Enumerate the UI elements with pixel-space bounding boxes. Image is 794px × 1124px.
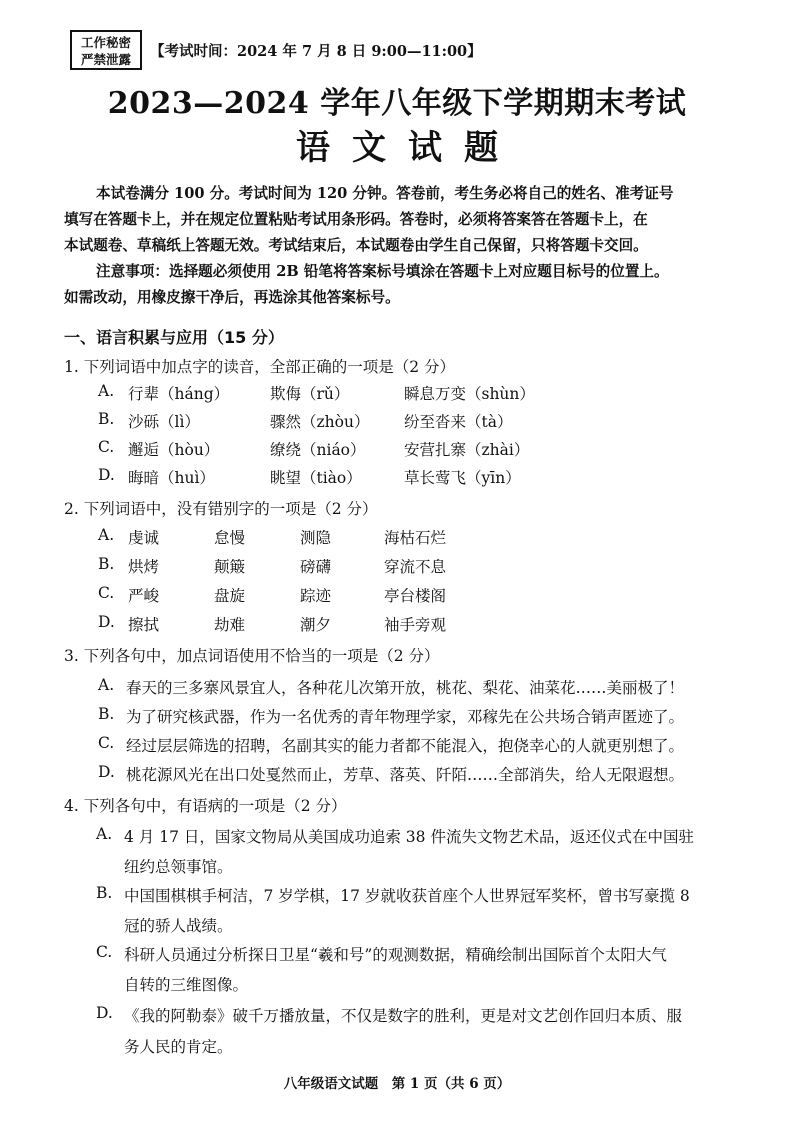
q4-option-d-line-1: 《我的阿勒泰》破千万播放量，不仅是数字的胜利，更是对文艺创作回归本质、服 xyxy=(124,1007,683,1025)
q1-option-d-label: D. xyxy=(98,466,115,484)
intro-line-3: 本试题卷、草稿纸上答题无效。考试结束后，本试题卷由学生自己保留，只将答题卡交回。 xyxy=(64,237,648,254)
seal-line-1: 工作秘密 xyxy=(80,35,131,50)
q4-option-d-line-2: 务人民的肯定。 xyxy=(124,1038,233,1056)
page-footer: 八年级语文试题 第 1 页（共 6 页） xyxy=(283,1076,511,1092)
q3-option-c-text: 经过层层筛选的招聘，名副其实的能力者都不能混入，抱侥幸心的人就更别想了。 xyxy=(126,737,685,755)
q3-option-c-label: C. xyxy=(98,734,115,752)
exam-title: 2023—2024 学年八年级下学期期末考试 xyxy=(107,86,687,121)
q1-option-c-item-1: 邂逅（hòu） xyxy=(128,441,220,459)
question-1-stem: 1. 下列词语中加点字的读音，全部正确的一项是（2 分） xyxy=(64,358,456,376)
q4-option-a-line-2: 纽约总领事馆。 xyxy=(124,858,233,876)
q1-option-a-item-1: 行辈（háng） xyxy=(128,385,230,403)
intro-line-2: 填写在答题卡上，并在规定位置粘贴考试用条形码。答卷时，必须将答案答在答题卡上，在 xyxy=(64,211,648,228)
q2-option-d-item-2: 劫难 xyxy=(214,616,246,634)
q2-option-b-item-1: 烘烤 xyxy=(128,558,160,576)
q2-option-a-label: A. xyxy=(98,526,115,544)
q2-option-d-item-3: 潮夕 xyxy=(300,616,332,634)
q2-option-b-label: B. xyxy=(98,555,115,573)
q3-option-b-label: B. xyxy=(98,705,115,723)
q2-option-d-item-4: 袖手旁观 xyxy=(384,616,447,634)
q4-option-b-line-2: 冠的骄人战绩。 xyxy=(124,917,233,935)
exam-time: 【考试时间：2024 年 7 月 8 日 9:00—11:00】 xyxy=(150,43,482,60)
q2-option-c-item-3: 踪迹 xyxy=(300,587,332,605)
seal-line-2: 严禁泄露 xyxy=(80,52,131,67)
q3-option-d-label: D. xyxy=(98,763,115,781)
q1-option-d-item-2: 眺望（tiào） xyxy=(270,469,362,487)
q4-option-a-label: A. xyxy=(96,825,113,843)
q2-option-c-label: C. xyxy=(98,584,115,602)
q4-option-c-label: C. xyxy=(96,943,113,961)
q1-option-a-item-3: 瞬息万变（shùn） xyxy=(404,385,535,403)
q3-option-d-text: 桃花源风光在出口处戛然而止，芳草、落英、阡陌……全部消失，给人无限遐想。 xyxy=(126,766,685,784)
q1-option-c-item-3: 安营扎寨（zhài） xyxy=(404,441,530,459)
q2-option-b-item-3: 磅礴 xyxy=(300,558,332,576)
section-title: 一、语言积累与应用（15 分） xyxy=(64,328,284,347)
q2-option-d-item-1: 擦拭 xyxy=(128,616,160,634)
q1-option-c-item-2: 缭绕（niáo） xyxy=(270,441,366,459)
question-4-stem: 4. 下列各句中，有语病的一项是（2 分） xyxy=(64,797,347,815)
q2-option-d-label: D. xyxy=(98,613,115,631)
q2-option-a-item-2: 怠慢 xyxy=(214,529,246,547)
q1-option-a-label: A. xyxy=(98,382,115,400)
q1-option-b-label: B. xyxy=(98,410,115,428)
q3-option-a-text: 春天的三多寨风景宜人，各种花儿次第开放，桃花、梨花、油菜花……美丽极了！ xyxy=(126,679,685,697)
q2-option-c-item-2: 盘旋 xyxy=(214,587,246,605)
question-3-stem: 3. 下列各句中，加点词语使用不恰当的一项是（2 分） xyxy=(64,647,440,665)
q4-option-a-line-1: 4 月 17 日，国家文物局从美国成功追索 38 件流失文物艺术品，返还仪式在中国驻 xyxy=(124,828,694,846)
q4-option-b-line-1: 中国围棋棋手柯洁，7 岁学棋，17 岁就收获首座个人世界冠军奖杯，曾书写豪揽 8 xyxy=(124,887,690,905)
q2-option-c-item-1: 严峻 xyxy=(128,587,160,605)
q2-option-a-item-4: 海枯石烂 xyxy=(384,529,447,547)
q4-option-c-line-2: 自转的三维图像。 xyxy=(124,976,249,994)
q1-option-d-item-1: 晦暗（huì） xyxy=(128,469,215,487)
q2-option-b-item-2: 颠簸 xyxy=(214,558,246,576)
q2-option-b-item-4: 穿流不息 xyxy=(384,558,447,576)
intro-line-4: 注意事项：选择题必须使用 2B 铅笔将答案标号填涂在答题卡上对应题目标号的位置上。 xyxy=(96,263,669,280)
confidential-seal xyxy=(70,30,142,70)
q1-option-b-item-3: 纷至沓来（tà） xyxy=(404,413,513,431)
q4-option-d-label: D. xyxy=(96,1004,113,1022)
q1-option-d-item-3: 草长莺飞（yīn） xyxy=(404,469,521,487)
q1-option-b-item-2: 骤然（zhòu） xyxy=(270,413,370,431)
q3-option-a-label: A. xyxy=(98,676,115,694)
q1-option-a-item-2: 欺侮（rǔ） xyxy=(270,385,350,403)
q4-option-c-line-1: 科研人员通过分析探日卫星“羲和号”的观测数据，精确绘制出国际首个太阳大气 xyxy=(124,946,667,964)
intro-line-5: 如需改动，用橡皮擦干净后，再选涂其他答案标号。 xyxy=(64,289,400,306)
question-2-stem: 2. 下列词语中，没有错别字的一项是（2 分） xyxy=(64,500,378,518)
q3-option-b-text: 为了研究核武器，作为一名优秀的青年物理学家，邓稼先在公共场合销声匿迹了。 xyxy=(126,708,685,726)
q1-option-c-label: C. xyxy=(98,438,115,456)
intro-line-1: 本试卷满分 100 分。考试时间为 120 分钟。答卷前，考生务必将自己的姓名、准考证号 xyxy=(96,185,674,202)
q4-option-b-label: B. xyxy=(96,884,113,902)
q2-option-a-item-3: 测隐 xyxy=(300,529,332,547)
q2-option-c-item-4: 亭台楼阁 xyxy=(384,587,447,605)
q1-option-b-item-1: 沙砾（lì） xyxy=(128,413,200,431)
exam-subject: 语文试题 xyxy=(296,128,520,168)
q2-option-a-item-1: 虔诚 xyxy=(128,529,160,547)
